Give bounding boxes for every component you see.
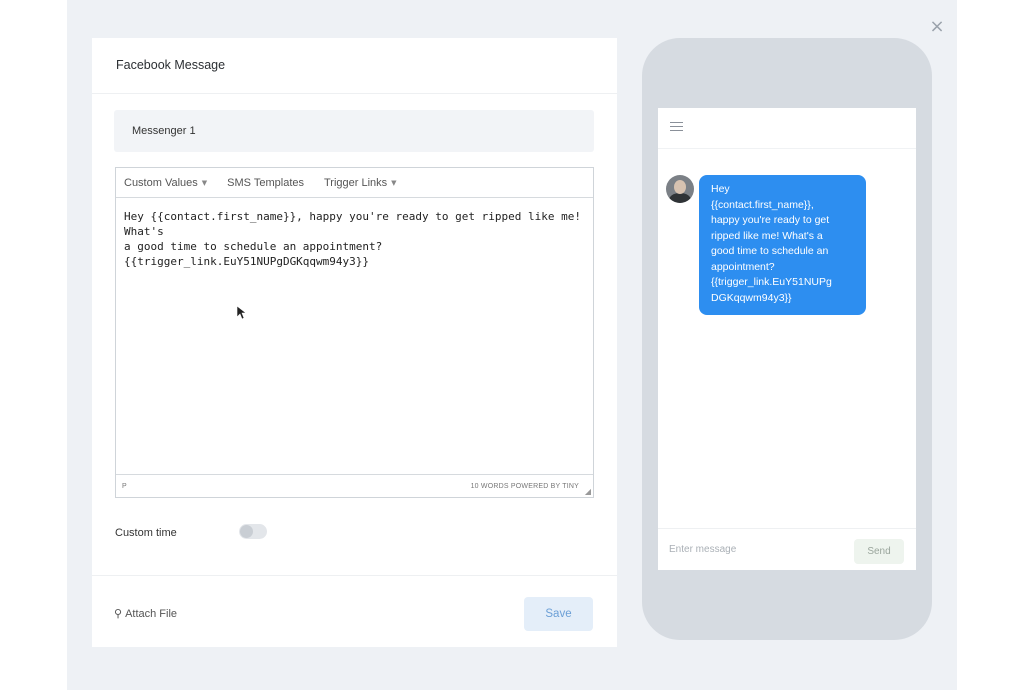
- attach-label: Attach File: [125, 607, 178, 620]
- message-bubble: Hey {{contact.first_name}}, happy you're ready to get ripped like me! What's a good time to schedule an appointment? {{trigger_link.EuY51NUPg DGKqqwm94y3}}: [699, 175, 866, 315]
- channel-label: Messenger 1: [132, 125, 196, 137]
- sms-templates-menu[interactable]: [227, 177, 304, 189]
- divider: [658, 528, 916, 529]
- close-icon[interactable]: ×: [929, 16, 945, 37]
- divider: [92, 93, 617, 94]
- trigger-links-dropdown[interactable]: [324, 177, 397, 189]
- channel-selector[interactable]: [114, 110, 594, 152]
- toolbar-label: SMS Templates: [227, 176, 304, 189]
- message-editor-panel: [92, 38, 617, 647]
- toolbar-label: Custom Values: [124, 176, 198, 189]
- hamburger-menu-icon[interactable]: [670, 122, 683, 132]
- custom-time-label: Custom time: [115, 527, 177, 539]
- message-body-textarea[interactable]: Hey {{contact.first_name}}, happy you're ready to get ripped like me! What's a good time to schedule an appointment? {{trigger_link.EuY51NUPgDGKqqwm94y3}}: [124, 210, 581, 268]
- editor-toolbar: [116, 168, 593, 198]
- editor-statusbar: [116, 474, 593, 497]
- mouse-cursor-icon: [237, 306, 247, 320]
- divider: [658, 148, 916, 149]
- toolbar-label: Trigger Links: [324, 176, 388, 189]
- save-button[interactable]: Save: [524, 597, 593, 631]
- word-count: 10 WORDS POWERED BY TINY: [470, 483, 579, 490]
- paperclip-icon: ⚲: [114, 607, 123, 620]
- send-button[interactable]: Send: [854, 539, 904, 564]
- phone-preview-screen: [658, 108, 916, 570]
- message-input[interactable]: Enter message: [669, 544, 737, 555]
- toggle-knob: [240, 525, 253, 538]
- chevron-down-icon: ▼: [201, 178, 208, 187]
- custom-values-dropdown[interactable]: [124, 177, 207, 189]
- message-editor: [115, 167, 594, 498]
- panel-title: Facebook Message: [116, 58, 226, 72]
- divider: [92, 575, 617, 576]
- avatar: [666, 175, 694, 203]
- resize-handle-icon[interactable]: ◢: [584, 487, 591, 496]
- element-path: P: [122, 483, 127, 490]
- attach-file-button[interactable]: [114, 607, 177, 620]
- chevron-down-icon: ▼: [391, 178, 397, 187]
- custom-time-toggle[interactable]: [239, 524, 267, 539]
